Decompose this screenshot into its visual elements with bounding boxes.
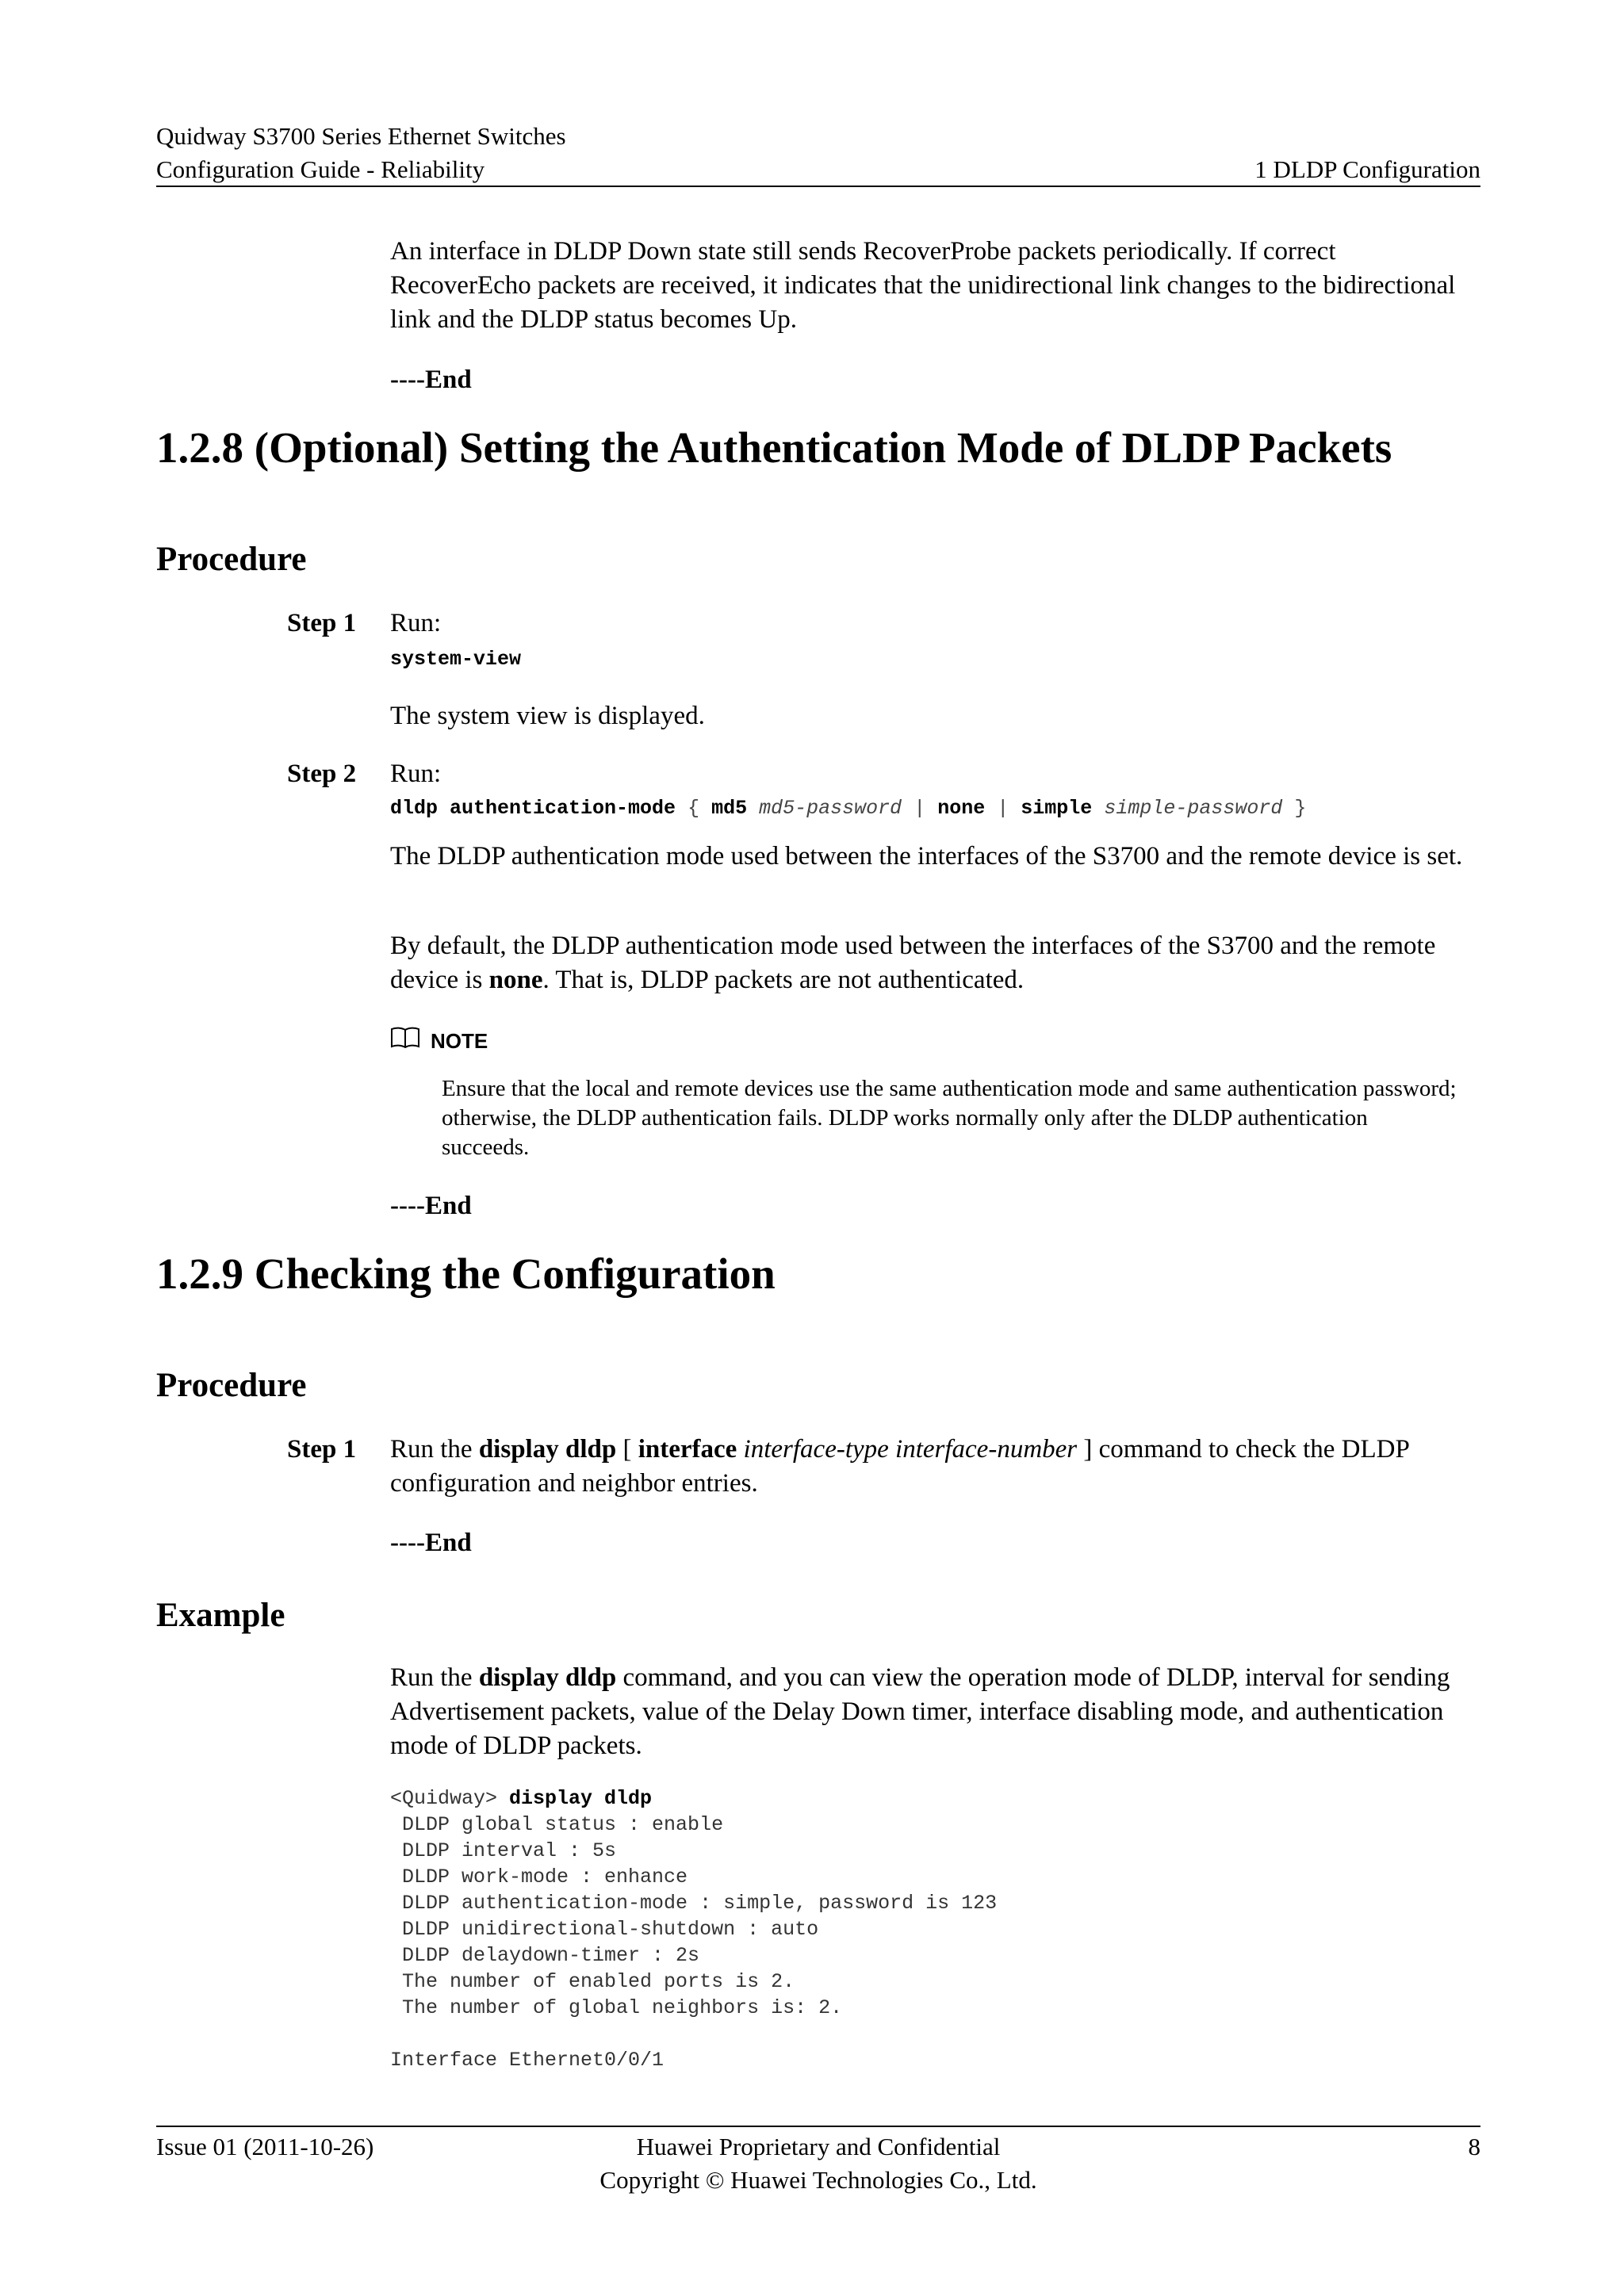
procedure-heading: Procedure: [156, 1367, 307, 1404]
bold-term: none: [488, 966, 543, 994]
text-run: Run the: [390, 1663, 479, 1692]
end-marker: ----End: [390, 1192, 472, 1220]
footer-copyright: Copyright © Huawei Technologies Co., Ltd.: [599, 2166, 1037, 2194]
command-argument: md5-password: [759, 797, 902, 820]
bold-term: display dldp: [478, 1435, 617, 1464]
text-run: [737, 1435, 743, 1464]
step-description: [390, 1433, 1480, 1501]
bold-term: interface: [638, 1435, 737, 1464]
text-run: ] command to check the DLDP configuration and neighbor entries.: [390, 1435, 1409, 1498]
command-keyword: md5: [711, 797, 748, 820]
cli-line: DLDP interval : 5s: [390, 1839, 617, 1862]
header-product: Quidway S3700 Series Ethernet Switches: [156, 122, 566, 150]
command-line: [390, 795, 1306, 821]
cli-line: The number of global neighbors is: 2.: [390, 1996, 843, 2019]
header-rule: [156, 186, 1480, 187]
command-keyword: system-view: [390, 648, 522, 671]
end-marker: ----End: [390, 365, 472, 394]
note-text: Ensure that the local and remote devices use the same authentication mode and same authentication password; otherwise, the DLDP authentication fails. DLDP works normally only after the DLDP authentication succeeds.: [442, 1076, 1457, 1160]
cli-line: DLDP unidirectional-shutdown : auto: [390, 1918, 819, 1941]
separator: |: [914, 797, 926, 820]
step-description: The DLDP authentication mode used between the interfaces of the S3700 and the remote device is set.: [390, 842, 1463, 871]
step-run-label: Run:: [390, 609, 442, 637]
book-icon: [390, 1025, 420, 1049]
step-description: The system view is displayed.: [390, 702, 705, 730]
command-argument: simple-password: [1104, 797, 1283, 820]
footer-issue: Issue 01 (2011-10-26): [156, 2133, 374, 2160]
step-label: Step 1: [287, 1435, 357, 1464]
header-guide: Configuration Guide - Reliability: [156, 155, 485, 183]
separator: |: [997, 797, 1009, 820]
header-chapter: 1 DLDP Configuration: [1254, 155, 1480, 183]
example-heading: Example: [156, 1597, 285, 1634]
intro-paragraph: An interface in DLDP Down state still sends RecoverProbe packets periodically. If correct RecoverEcho packets are received, it indicates that the unidirectional link changes to the bidirectional link and the DLDP status becomes Up.: [390, 237, 1456, 334]
section-title: 1.2.8 (Optional) Setting the Authentication Mode of DLDP Packets: [156, 423, 1392, 472]
footer-confidential: Huawei Proprietary and Confidential: [636, 2133, 1001, 2160]
cli-command: display dldp: [509, 1787, 653, 1810]
cli-line: The number of enabled ports is 2.: [390, 1970, 795, 1993]
cli-line: Interface Ethernet0/0/1: [390, 2049, 665, 2072]
step-default-paragraph: [390, 929, 1480, 997]
brace: {: [688, 797, 700, 820]
page-number: 8: [1468, 2133, 1480, 2160]
command-keyword: dldp authentication-mode: [390, 797, 676, 820]
text-run: [: [616, 1435, 638, 1464]
step-run-label: Run:: [390, 760, 442, 788]
cli-prompt: <Quidway>: [390, 1787, 510, 1810]
step-label: Step 1: [287, 609, 357, 637]
cli-line: DLDP delaydown-timer : 2s: [390, 1944, 700, 1967]
text-run: command, and you can view the operation mode of DLDP, interval for sending Advertisement packets, value of the Delay Down timer, interface disabling mode, and authentication mode of DLDP packets.: [390, 1663, 1450, 1760]
cli-line: DLDP work-mode : enhance: [390, 1866, 688, 1888]
command-keyword: none: [937, 797, 986, 820]
cli-line: DLDP authentication-mode : simple, password is 123: [390, 1892, 998, 1915]
cli-line: DLDP global status : enable: [390, 1813, 724, 1836]
footer-rule: [156, 2126, 1480, 2127]
step-label: Step 2: [287, 760, 357, 788]
italic-term: interface-type interface-number: [743, 1435, 1078, 1464]
brace: }: [1294, 797, 1307, 820]
example-paragraph: [390, 1661, 1480, 1763]
text-run: Run the: [390, 1435, 479, 1464]
command-line: [390, 646, 521, 672]
text-run: By default, the DLDP authentication mode used between the interfaces of the S3700 and the remote device is: [390, 932, 1436, 994]
command-keyword: simple: [1021, 797, 1093, 820]
text-run: . That is, DLDP packets are not authenticated.: [542, 966, 1025, 994]
procedure-heading: Procedure: [156, 541, 307, 578]
cli-output: [390, 1785, 997, 2073]
note-label: NOTE: [431, 1029, 488, 1053]
section-title: 1.2.9 Checking the Configuration: [156, 1249, 776, 1298]
end-marker: ----End: [390, 1529, 472, 1557]
bold-term: display dldp: [478, 1663, 617, 1692]
